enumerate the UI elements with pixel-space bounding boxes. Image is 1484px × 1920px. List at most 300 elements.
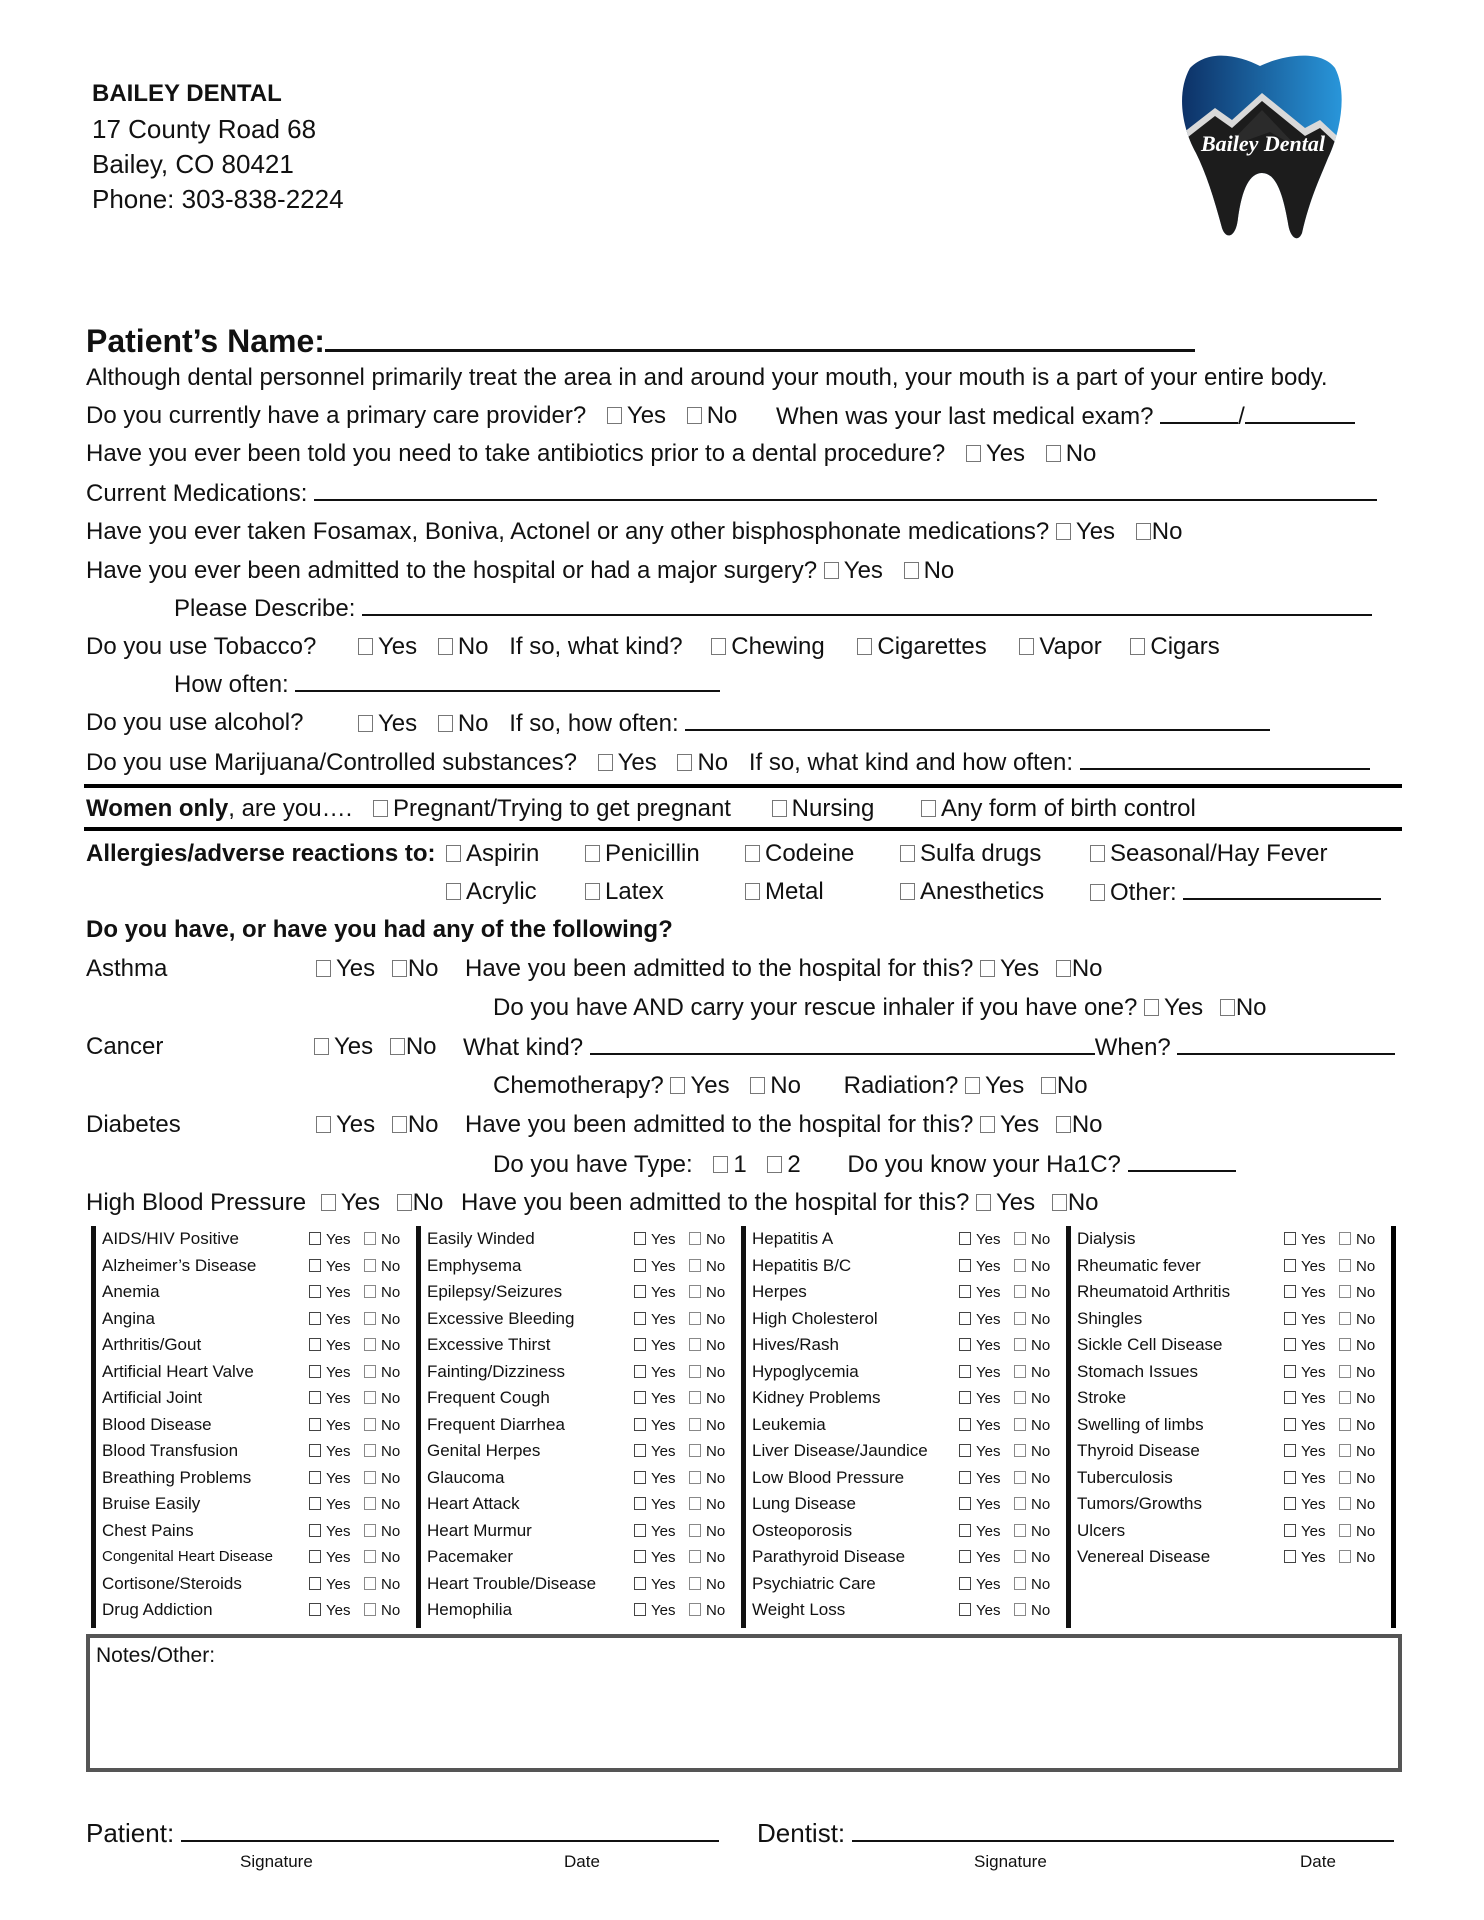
checkbox-icon[interactable] (364, 1365, 376, 1378)
condition-yes[interactable]: Yes (309, 1385, 350, 1413)
checkbox-icon[interactable] (309, 1550, 321, 1563)
condition-yes[interactable]: Yes (309, 1438, 350, 1466)
checkbox-icon[interactable] (713, 1156, 728, 1173)
inhaler-no[interactable]: No (1220, 994, 1267, 1021)
checkbox-icon[interactable] (364, 1603, 376, 1616)
condition-no[interactable]: No (689, 1332, 725, 1360)
condition-no[interactable]: No (364, 1226, 400, 1254)
checkbox-icon[interactable] (1014, 1285, 1026, 1298)
checkbox-icon[interactable] (390, 1038, 405, 1055)
checkbox-icon[interactable] (1056, 960, 1071, 977)
condition-no[interactable]: No (689, 1306, 725, 1334)
condition-yes[interactable]: Yes (309, 1359, 350, 1387)
checkbox-icon[interactable] (1284, 1471, 1296, 1484)
patient-name-input[interactable] (325, 322, 1195, 352)
cancer-kind-input[interactable] (590, 1033, 1095, 1055)
checkbox-icon[interactable] (677, 754, 692, 771)
checkbox-icon[interactable] (1339, 1471, 1351, 1484)
condition-no[interactable]: No (689, 1491, 725, 1519)
checkbox-icon[interactable] (309, 1232, 321, 1245)
checkbox-icon[interactable] (689, 1524, 701, 1537)
checkbox-icon[interactable] (1014, 1232, 1026, 1245)
condition-no[interactable]: No (1339, 1438, 1375, 1466)
checkbox-icon[interactable] (309, 1391, 321, 1404)
checkbox-icon[interactable] (1136, 523, 1151, 540)
condition-yes[interactable]: Yes (959, 1306, 1000, 1334)
checkbox-icon[interactable] (976, 1194, 991, 1211)
checkbox-icon[interactable] (634, 1259, 646, 1272)
allergy-aspirin[interactable]: Aspirin (446, 840, 539, 868)
checkbox-icon[interactable] (585, 845, 600, 862)
checkbox-icon[interactable] (634, 1471, 646, 1484)
condition-no[interactable]: No (364, 1571, 400, 1599)
condition-no[interactable]: No (1339, 1385, 1375, 1413)
condition-no[interactable]: No (364, 1359, 400, 1387)
condition-yes[interactable]: Yes (1284, 1226, 1325, 1254)
radiation-no[interactable]: No (1041, 1072, 1088, 1099)
checkbox-icon[interactable] (772, 800, 787, 817)
condition-no[interactable]: No (689, 1465, 725, 1493)
checkbox-icon[interactable] (1284, 1524, 1296, 1537)
condition-no[interactable]: No (364, 1253, 400, 1281)
checkbox-icon[interactable] (980, 960, 995, 977)
checkbox-icon[interactable] (309, 1603, 321, 1616)
condition-no[interactable]: No (1339, 1518, 1375, 1546)
checkbox-icon[interactable] (689, 1285, 701, 1298)
checkbox-icon[interactable] (1284, 1259, 1296, 1272)
checkbox-icon[interactable] (634, 1550, 646, 1563)
condition-yes[interactable]: Yes (634, 1226, 675, 1254)
checkbox-icon[interactable] (959, 1365, 971, 1378)
checkbox-icon[interactable] (314, 1038, 329, 1055)
checkbox-icon[interactable] (634, 1497, 646, 1510)
condition-yes[interactable]: Yes (959, 1544, 1000, 1572)
condition-yes[interactable]: Yes (309, 1518, 350, 1546)
checkbox-icon[interactable] (309, 1577, 321, 1590)
checkbox-icon[interactable] (634, 1365, 646, 1378)
checkbox-icon[interactable] (904, 562, 919, 579)
checkbox-icon[interactable] (959, 1603, 971, 1616)
checkbox-icon[interactable] (689, 1391, 701, 1404)
marijuana-kind-input[interactable] (1080, 748, 1370, 770)
checkbox-icon[interactable] (745, 845, 760, 862)
checkbox-icon[interactable] (1014, 1524, 1026, 1537)
checkbox-icon[interactable] (364, 1444, 376, 1457)
hbp-no[interactable]: No (397, 1189, 444, 1216)
checkbox-icon[interactable] (689, 1471, 701, 1484)
allergy-other-input[interactable] (1183, 878, 1381, 900)
condition-yes[interactable]: Yes (1284, 1332, 1325, 1360)
checkbox-icon[interactable] (1090, 845, 1105, 862)
condition-no[interactable]: No (364, 1306, 400, 1334)
condition-no[interactable]: No (1014, 1438, 1050, 1466)
condition-yes[interactable]: Yes (959, 1385, 1000, 1413)
condition-yes[interactable]: Yes (634, 1306, 675, 1334)
condition-no[interactable]: No (1014, 1491, 1050, 1519)
checkbox-icon[interactable] (309, 1524, 321, 1537)
checkbox-icon[interactable] (1339, 1497, 1351, 1510)
condition-yes[interactable]: Yes (959, 1412, 1000, 1440)
allergy-codeine[interactable]: Codeine (745, 840, 854, 868)
condition-yes[interactable]: Yes (959, 1465, 1000, 1493)
checkbox-icon[interactable] (959, 1418, 971, 1431)
checkbox-icon[interactable] (309, 1418, 321, 1431)
medications-input[interactable] (314, 479, 1377, 501)
checkbox-icon[interactable] (634, 1524, 646, 1537)
condition-yes[interactable]: Yes (959, 1518, 1000, 1546)
hbp-yes[interactable]: Yes (321, 1189, 380, 1216)
checkbox-icon[interactable] (1284, 1338, 1296, 1351)
condition-no[interactable]: No (689, 1279, 725, 1307)
checkbox-icon[interactable] (1284, 1550, 1296, 1563)
tobacco-no[interactable]: No (438, 633, 489, 660)
condition-yes[interactable]: Yes (959, 1571, 1000, 1599)
hospital-yes[interactable]: Yes (824, 557, 883, 584)
checkbox-icon[interactable] (745, 883, 760, 900)
diabetes-yes[interactable]: Yes (316, 1111, 375, 1138)
checkbox-icon[interactable] (1339, 1365, 1351, 1378)
checkbox-icon[interactable] (438, 638, 453, 655)
checkbox-icon[interactable] (1284, 1497, 1296, 1510)
condition-no[interactable]: No (1339, 1544, 1375, 1572)
checkbox-icon[interactable] (689, 1444, 701, 1457)
checkbox-icon[interactable] (1339, 1259, 1351, 1272)
hospital-no[interactable]: No (904, 557, 955, 584)
women-pregnant[interactable]: Pregnant/Trying to get pregnant (373, 795, 731, 822)
checkbox-icon[interactable] (959, 1338, 971, 1351)
checkbox-icon[interactable] (1019, 638, 1034, 655)
radiation-yes[interactable]: Yes (965, 1072, 1024, 1099)
checkbox-icon[interactable] (959, 1312, 971, 1325)
condition-yes[interactable]: Yes (309, 1279, 350, 1307)
antibiotics-yes[interactable]: Yes (966, 440, 1025, 467)
checkbox-icon[interactable] (358, 715, 373, 732)
condition-no[interactable]: No (1339, 1491, 1375, 1519)
checkbox-icon[interactable] (711, 638, 726, 655)
condition-no[interactable]: No (1014, 1412, 1050, 1440)
last-exam-year-input[interactable] (1245, 402, 1355, 424)
chemo-yes[interactable]: Yes (670, 1072, 729, 1099)
describe-input[interactable] (362, 594, 1372, 616)
checkbox-icon[interactable] (1014, 1471, 1026, 1484)
hbp-admitted-yes[interactable]: Yes (976, 1189, 1035, 1216)
checkbox-icon[interactable] (1014, 1259, 1026, 1272)
marijuana-yes[interactable]: Yes (598, 749, 657, 776)
checkbox-icon[interactable] (1284, 1444, 1296, 1457)
checkbox-icon[interactable] (689, 1338, 701, 1351)
patient-name-field[interactable] (86, 322, 1195, 360)
allergy-seasonal[interactable]: Seasonal/Hay Fever (1090, 840, 1327, 868)
checkbox-icon[interactable] (1284, 1285, 1296, 1298)
condition-yes[interactable]: Yes (634, 1253, 675, 1281)
checkbox-icon[interactable] (959, 1285, 971, 1298)
checkbox-icon[interactable] (1014, 1418, 1026, 1431)
condition-no[interactable]: No (364, 1597, 400, 1625)
checkbox-icon[interactable] (1130, 638, 1145, 655)
tobacco-vapor[interactable]: Vapor (1019, 633, 1101, 660)
condition-yes[interactable]: Yes (1284, 1465, 1325, 1493)
checkbox-icon[interactable] (309, 1285, 321, 1298)
checkbox-icon[interactable] (767, 1156, 782, 1173)
checkbox-icon[interactable] (364, 1418, 376, 1431)
condition-yes[interactable]: Yes (634, 1412, 675, 1440)
checkbox-icon[interactable] (1056, 523, 1071, 540)
asthma-yes[interactable]: Yes (316, 955, 375, 982)
checkbox-icon[interactable] (364, 1524, 376, 1537)
condition-no[interactable]: No (364, 1518, 400, 1546)
checkbox-icon[interactable] (364, 1312, 376, 1325)
checkbox-icon[interactable] (1284, 1312, 1296, 1325)
allergy-latex[interactable]: Latex (585, 878, 664, 906)
checkbox-icon[interactable] (364, 1232, 376, 1245)
inhaler-yes[interactable]: Yes (1144, 994, 1203, 1021)
checkbox-icon[interactable] (1014, 1391, 1026, 1404)
cancer-when-input[interactable] (1177, 1033, 1395, 1055)
checkbox-icon[interactable] (1339, 1312, 1351, 1325)
checkbox-icon[interactable] (689, 1577, 701, 1590)
condition-yes[interactable]: Yes (959, 1279, 1000, 1307)
tobacco-cigars[interactable]: Cigars (1130, 633, 1219, 660)
checkbox-icon[interactable] (1339, 1285, 1351, 1298)
primary-care-yes[interactable]: Yes (607, 402, 666, 429)
checkbox-icon[interactable] (397, 1194, 412, 1211)
condition-no[interactable]: No (364, 1438, 400, 1466)
alcohol-how-often-input[interactable] (685, 709, 1270, 731)
asthma-admitted-yes[interactable]: Yes (980, 955, 1039, 982)
checkbox-icon[interactable] (309, 1471, 321, 1484)
last-exam-month-input[interactable] (1160, 402, 1238, 424)
condition-yes[interactable]: Yes (634, 1465, 675, 1493)
condition-yes[interactable]: Yes (959, 1226, 1000, 1254)
condition-yes[interactable]: Yes (634, 1385, 675, 1413)
checkbox-icon[interactable] (364, 1497, 376, 1510)
checkbox-icon[interactable] (1284, 1418, 1296, 1431)
checkbox-icon[interactable] (687, 407, 702, 424)
checkbox-icon[interactable] (1014, 1444, 1026, 1457)
checkbox-icon[interactable] (959, 1259, 971, 1272)
checkbox-icon[interactable] (1339, 1338, 1351, 1351)
checkbox-icon[interactable] (1014, 1550, 1026, 1563)
checkbox-icon[interactable] (446, 883, 461, 900)
condition-no[interactable]: No (364, 1465, 400, 1493)
women-nursing[interactable]: Nursing (772, 795, 875, 822)
checkbox-icon[interactable] (358, 638, 373, 655)
checkbox-icon[interactable] (824, 562, 839, 579)
patient-signature-input[interactable] (181, 1820, 719, 1842)
checkbox-icon[interactable] (392, 1116, 407, 1133)
checkbox-icon[interactable] (689, 1418, 701, 1431)
checkbox-icon[interactable] (634, 1603, 646, 1616)
checkbox-icon[interactable] (1284, 1232, 1296, 1245)
condition-no[interactable]: No (689, 1253, 725, 1281)
checkbox-icon[interactable] (364, 1577, 376, 1590)
asthma-admitted-no[interactable]: No (1056, 955, 1103, 982)
checkbox-icon[interactable] (438, 715, 453, 732)
condition-no[interactable]: No (1014, 1306, 1050, 1334)
checkbox-icon[interactable] (1014, 1365, 1026, 1378)
checkbox-icon[interactable] (1339, 1524, 1351, 1537)
condition-no[interactable]: No (689, 1359, 725, 1387)
condition-no[interactable]: No (1339, 1279, 1375, 1307)
checkbox-icon[interactable] (1014, 1497, 1026, 1510)
allergy-sulfa[interactable]: Sulfa drugs (900, 840, 1041, 868)
condition-no[interactable]: No (1339, 1226, 1375, 1254)
condition-no[interactable]: No (1339, 1359, 1375, 1387)
condition-no[interactable]: No (364, 1385, 400, 1413)
checkbox-icon[interactable] (364, 1285, 376, 1298)
allergy-other[interactable]: Other: (1090, 878, 1381, 907)
condition-no[interactable]: No (1014, 1332, 1050, 1360)
condition-yes[interactable]: Yes (959, 1359, 1000, 1387)
bisphosphonate-no[interactable]: No (1136, 518, 1183, 545)
checkbox-icon[interactable] (1014, 1577, 1026, 1590)
condition-yes[interactable]: Yes (1284, 1544, 1325, 1572)
condition-yes[interactable]: Yes (309, 1226, 350, 1254)
condition-no[interactable]: No (689, 1226, 725, 1254)
checkbox-icon[interactable] (689, 1550, 701, 1563)
checkbox-icon[interactable] (689, 1312, 701, 1325)
checkbox-icon[interactable] (750, 1077, 765, 1094)
checkbox-icon[interactable] (689, 1365, 701, 1378)
checkbox-icon[interactable] (959, 1471, 971, 1484)
dentist-signature-input[interactable] (852, 1820, 1394, 1842)
checkbox-icon[interactable] (364, 1550, 376, 1563)
condition-no[interactable]: No (1014, 1359, 1050, 1387)
checkbox-icon[interactable] (959, 1497, 971, 1510)
checkbox-icon[interactable] (1339, 1444, 1351, 1457)
condition-yes[interactable]: Yes (309, 1571, 350, 1599)
checkbox-icon[interactable] (634, 1338, 646, 1351)
checkbox-icon[interactable] (446, 845, 461, 862)
checkbox-icon[interactable] (689, 1497, 701, 1510)
condition-no[interactable]: No (689, 1571, 725, 1599)
checkbox-icon[interactable] (959, 1232, 971, 1245)
marijuana-no[interactable]: No (677, 749, 728, 776)
condition-yes[interactable]: Yes (634, 1279, 675, 1307)
condition-yes[interactable]: Yes (634, 1544, 675, 1572)
checkbox-icon[interactable] (959, 1577, 971, 1590)
condition-yes[interactable]: Yes (1284, 1253, 1325, 1281)
condition-no[interactable]: No (1014, 1385, 1050, 1413)
checkbox-icon[interactable] (309, 1259, 321, 1272)
tobacco-cigarettes[interactable]: Cigarettes (857, 633, 986, 660)
condition-yes[interactable]: Yes (634, 1597, 675, 1625)
checkbox-icon[interactable] (634, 1285, 646, 1298)
condition-no[interactable]: No (364, 1491, 400, 1519)
notes-box[interactable] (86, 1634, 1402, 1772)
checkbox-icon[interactable] (309, 1312, 321, 1325)
allergy-anesthetics[interactable]: Anesthetics (900, 878, 1044, 906)
condition-yes[interactable]: Yes (309, 1597, 350, 1625)
condition-no[interactable]: No (689, 1412, 725, 1440)
checkbox-icon[interactable] (1014, 1338, 1026, 1351)
condition-yes[interactable]: Yes (1284, 1359, 1325, 1387)
condition-no[interactable]: No (364, 1332, 400, 1360)
diabetes-admitted-yes[interactable]: Yes (980, 1111, 1039, 1138)
condition-yes[interactable]: Yes (634, 1518, 675, 1546)
checkbox-icon[interactable] (1014, 1312, 1026, 1325)
diabetes-no[interactable]: No (392, 1111, 439, 1138)
checkbox-icon[interactable] (900, 883, 915, 900)
checkbox-icon[interactable] (321, 1194, 336, 1211)
hbp-admitted-no[interactable]: No (1052, 1189, 1099, 1216)
condition-yes[interactable]: Yes (634, 1359, 675, 1387)
cancer-no[interactable]: No (390, 1033, 437, 1060)
checkbox-icon[interactable] (634, 1312, 646, 1325)
checkbox-icon[interactable] (309, 1338, 321, 1351)
condition-no[interactable]: No (1014, 1597, 1050, 1625)
condition-no[interactable]: No (1014, 1544, 1050, 1572)
condition-no[interactable]: No (1339, 1253, 1375, 1281)
chemo-no[interactable]: No (750, 1072, 801, 1099)
condition-no[interactable]: No (1014, 1465, 1050, 1493)
condition-yes[interactable]: Yes (959, 1491, 1000, 1519)
condition-yes[interactable]: Yes (309, 1465, 350, 1493)
checkbox-icon[interactable] (309, 1365, 321, 1378)
asthma-no[interactable]: No (392, 955, 439, 982)
condition-yes[interactable]: Yes (309, 1332, 350, 1360)
condition-no[interactable]: No (1014, 1253, 1050, 1281)
alcohol-yes[interactable]: Yes (358, 710, 417, 737)
checkbox-icon[interactable] (921, 800, 936, 817)
checkbox-icon[interactable] (959, 1391, 971, 1404)
checkbox-icon[interactable] (598, 754, 613, 771)
condition-yes[interactable]: Yes (309, 1491, 350, 1519)
condition-yes[interactable]: Yes (1284, 1279, 1325, 1307)
checkbox-icon[interactable] (980, 1116, 995, 1133)
condition-no[interactable]: No (1014, 1226, 1050, 1254)
checkbox-icon[interactable] (1144, 999, 1159, 1016)
checkbox-icon[interactable] (959, 1550, 971, 1563)
cancer-yes[interactable]: Yes (314, 1033, 373, 1060)
checkbox-icon[interactable] (966, 445, 981, 462)
checkbox-icon[interactable] (1339, 1418, 1351, 1431)
checkbox-icon[interactable] (364, 1338, 376, 1351)
checkbox-icon[interactable] (1339, 1391, 1351, 1404)
condition-yes[interactable]: Yes (634, 1571, 675, 1599)
checkbox-icon[interactable] (670, 1077, 685, 1094)
checkbox-icon[interactable] (1284, 1391, 1296, 1404)
condition-yes[interactable]: Yes (959, 1253, 1000, 1281)
ha1c-input[interactable] (1128, 1150, 1236, 1172)
condition-no[interactable]: No (364, 1279, 400, 1307)
condition-no[interactable]: No (689, 1385, 725, 1413)
alcohol-no[interactable]: No (438, 710, 489, 737)
checkbox-icon[interactable] (689, 1259, 701, 1272)
checkbox-icon[interactable] (364, 1391, 376, 1404)
checkbox-icon[interactable] (1056, 1116, 1071, 1133)
checkbox-icon[interactable] (959, 1524, 971, 1537)
checkbox-icon[interactable] (1041, 1077, 1056, 1094)
checkbox-icon[interactable] (634, 1444, 646, 1457)
condition-yes[interactable]: Yes (309, 1544, 350, 1572)
bisphosphonate-yes[interactable]: Yes (1056, 518, 1115, 545)
checkbox-icon[interactable] (1339, 1550, 1351, 1563)
checkbox-icon[interactable] (965, 1077, 980, 1094)
condition-yes[interactable]: Yes (1284, 1491, 1325, 1519)
condition-yes[interactable]: Yes (959, 1438, 1000, 1466)
allergy-acrylic[interactable]: Acrylic (446, 878, 537, 906)
checkbox-icon[interactable] (959, 1444, 971, 1457)
checkbox-icon[interactable] (1220, 999, 1235, 1016)
checkbox-icon[interactable] (1339, 1232, 1351, 1245)
checkbox-icon[interactable] (1052, 1194, 1067, 1211)
condition-yes[interactable]: Yes (309, 1253, 350, 1281)
checkbox-icon[interactable] (1014, 1603, 1026, 1616)
checkbox-icon[interactable] (689, 1232, 701, 1245)
checkbox-icon[interactable] (607, 407, 622, 424)
condition-no[interactable]: No (364, 1412, 400, 1440)
